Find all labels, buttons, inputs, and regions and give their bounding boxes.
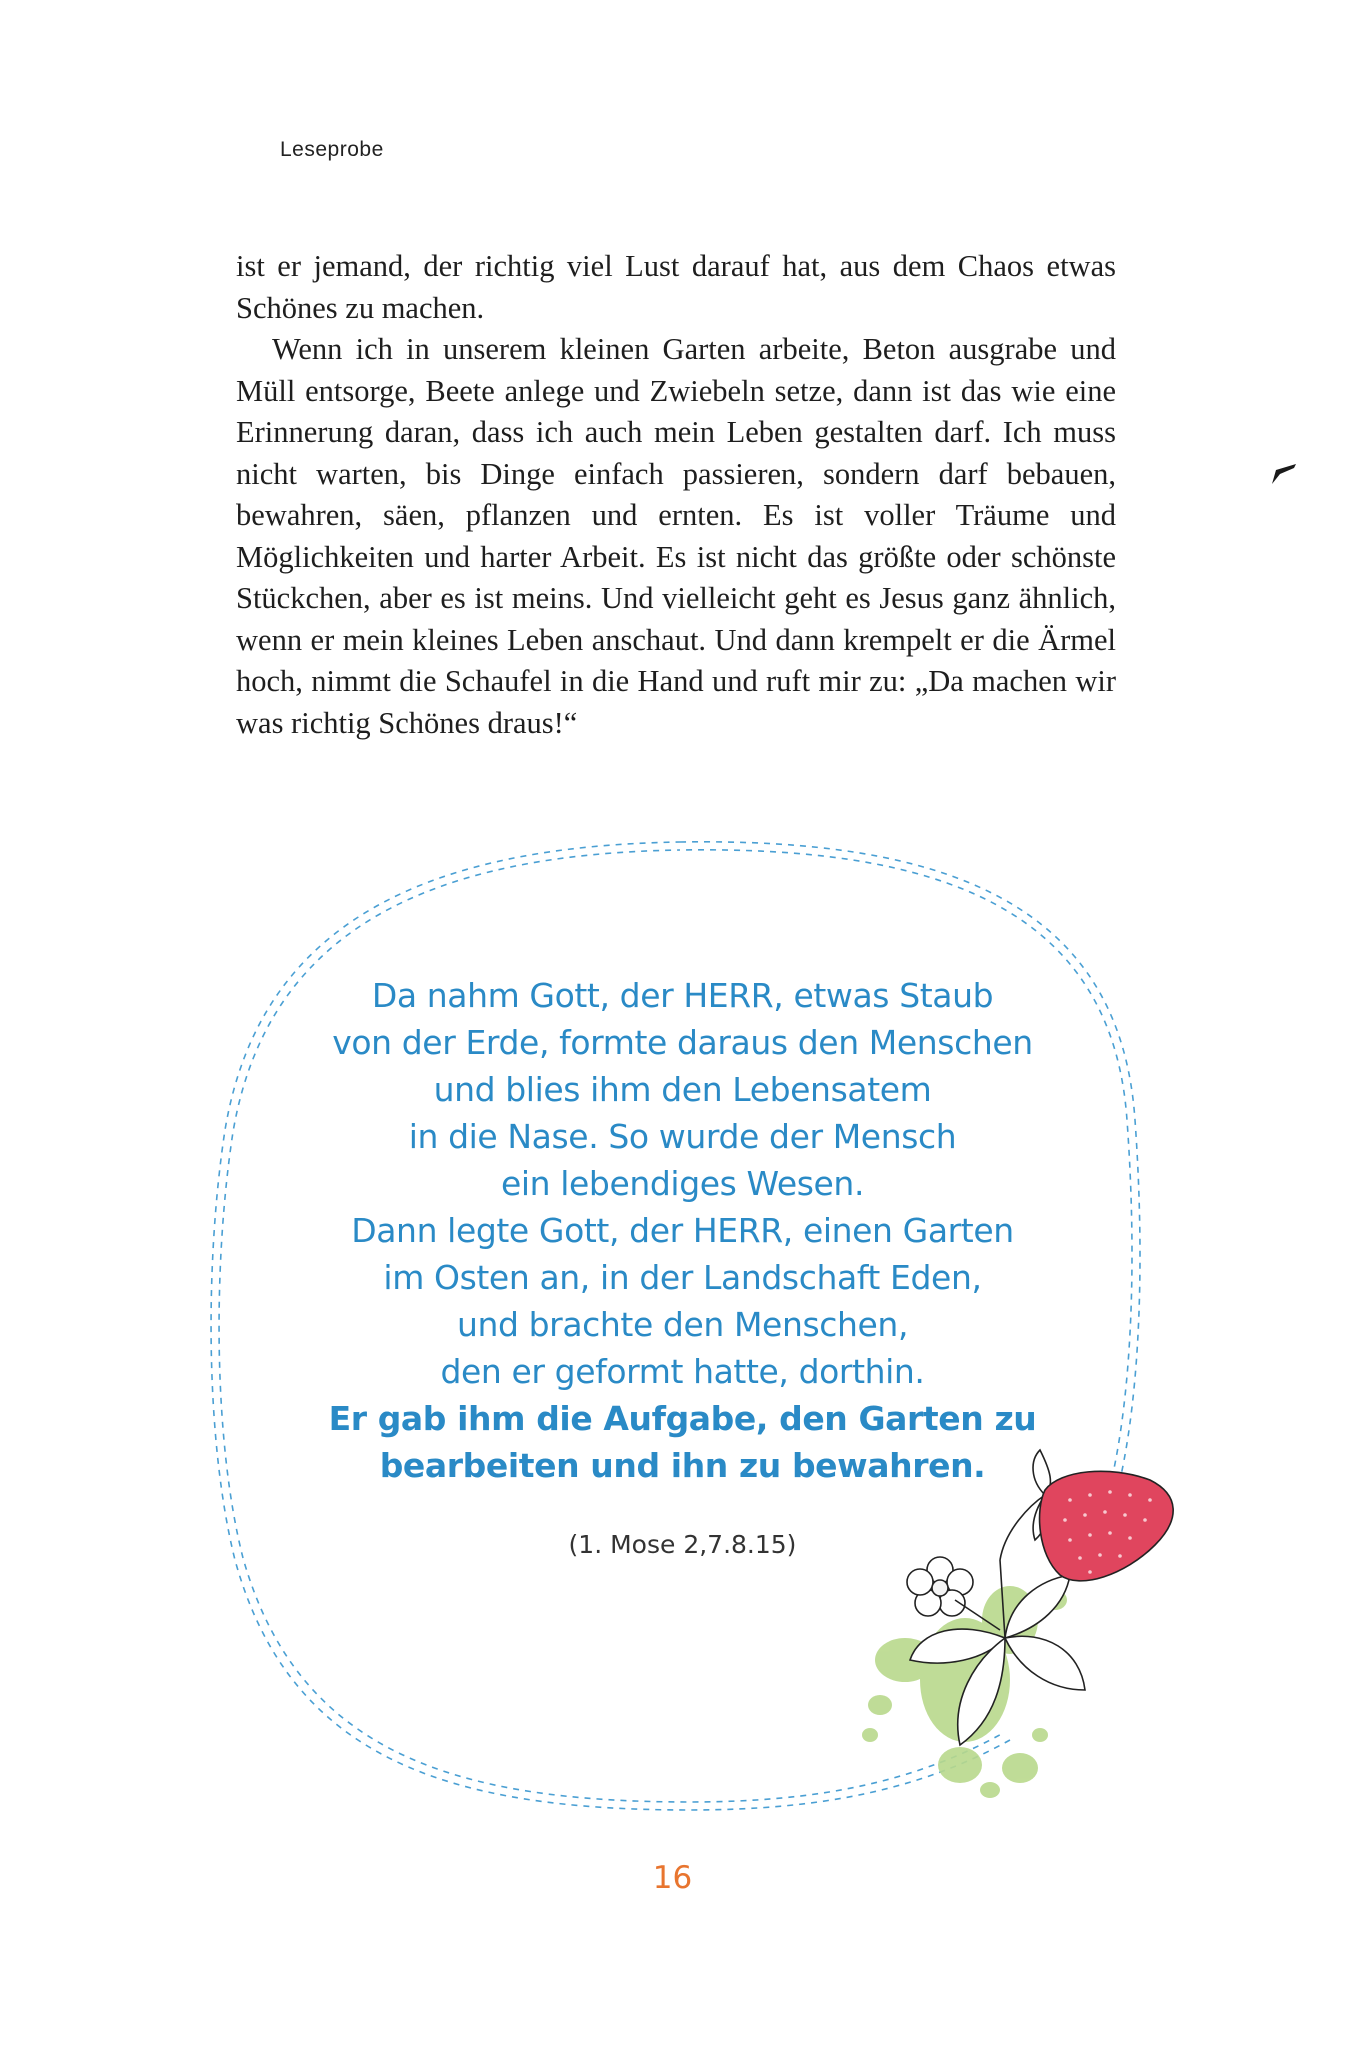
body-paragraph: ist er jemand, der richtig viel Lust darauf hat, aus dem Chaos etwas Schönes zu machen. xyxy=(236,249,1116,325)
page-number: 16 xyxy=(652,1860,693,1896)
quote-bold-line: bearbeiten und ihn zu bewahren. xyxy=(379,1446,986,1485)
body-paragraph: Wenn ich in unserem kleinen Garten arbeite, Beton ausgrabe und Müll entsorge, Beete anlege und Zwiebeln setze, dann ist das wie eine Erinnerung daran, dass ich auch mein Leben gestalten darf. Ich muss nicht warten, bis Dinge einfach passieren, sondern darf bebauen, bewahren, säen, pflanzen und ernten. Es ist voller Träume und Möglichkeiten und harter Arbeit. Es ist nicht das größte oder schönste Stückchen, aber es ist meins. Und vielleicht geht es Jesus ganz ähnlich, wenn er mein kleines Leben anschaut. Und dann krempelt er die Ärmel hoch, nimmt die Schaufel in die Hand und ruft mir zu: „Da machen wir was richtig Schönes draus!“ xyxy=(236,332,1116,740)
quote-line: Dann legte Gott, der HERR, einen Garten xyxy=(351,1211,1014,1250)
quote-line: ein lebendiges Wesen. xyxy=(500,1164,865,1203)
running-header: Leseprobe xyxy=(280,138,384,161)
quote-line: und blies ihm den Lebensatem xyxy=(433,1070,932,1109)
quote-line: im Osten an, in der Landschaft Eden, xyxy=(383,1258,982,1297)
bible-quote xyxy=(290,972,1075,1489)
quote-line: den er geformt hatte, dorthin. xyxy=(440,1352,925,1391)
quote-line: Da nahm Gott, der HERR, etwas Staub xyxy=(371,976,994,1015)
quote-bold-line: Er gab ihm die Aufgabe, den Garten zu xyxy=(328,1399,1037,1438)
quote-line: und brachte den Menschen, xyxy=(456,1305,909,1344)
quote-citation: (1. Mose 2,7.8.15) xyxy=(568,1530,797,1559)
quote-line: in die Nase. So wurde der Mensch xyxy=(408,1117,957,1156)
quote-line: von der Erde, formte daraus den Menschen xyxy=(332,1023,1033,1062)
